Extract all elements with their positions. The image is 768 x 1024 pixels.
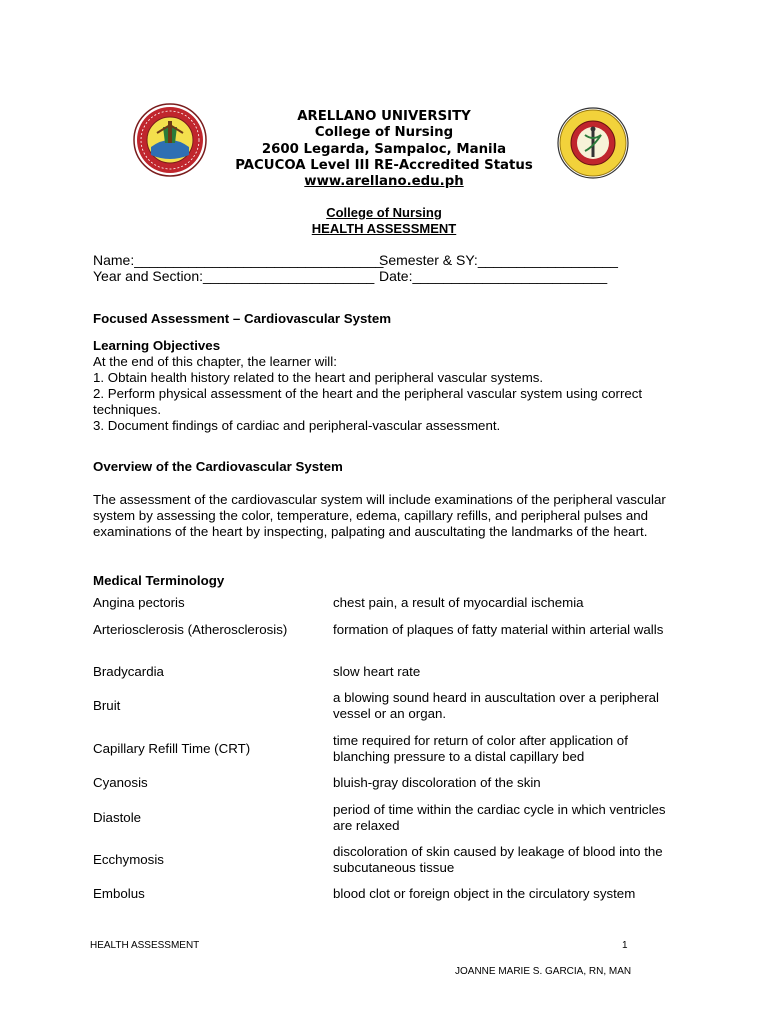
semester-field[interactable]: Semester & SY:__________________ bbox=[379, 252, 618, 268]
definition: chest pain, a result of myocardial ischemia bbox=[333, 595, 584, 610]
term: Capillary Refill Time (CRT) bbox=[93, 741, 251, 756]
definition: a blowing sound heard in auscultation over a peripheral vessel or an organ. bbox=[333, 690, 659, 721]
table-row bbox=[93, 595, 683, 611]
website-link[interactable]: www.arellano.edu.ph bbox=[304, 174, 464, 190]
date-field[interactable]: Date:_________________________ bbox=[379, 268, 608, 284]
year-section-field[interactable]: Year and Section:______________________ bbox=[93, 268, 375, 284]
term: Embolus bbox=[93, 886, 145, 901]
name-field[interactable]: Name:________________________________ bbox=[93, 252, 384, 268]
accreditation-status: PACUCOA Level III RE-Accredited Status bbox=[235, 157, 533, 173]
objective-item: 3. Document findings of cardiac and peripheral-vascular assessment. bbox=[93, 418, 501, 433]
learning-objectives bbox=[93, 338, 683, 434]
course-subject: HEALTH ASSESSMENT bbox=[311, 221, 457, 236]
term: Arteriosclerosis (Atherosclerosis) bbox=[93, 622, 288, 637]
objective-item: 1. Obtain health history related to the heart and peripheral vascular systems. bbox=[93, 370, 544, 385]
term: Ecchymosis bbox=[93, 852, 164, 867]
overview-heading: Overview of the Cardiovascular System bbox=[93, 459, 343, 474]
definition: slow heart rate bbox=[333, 664, 421, 679]
table-row bbox=[93, 664, 683, 680]
objectives-heading: Learning Objectives bbox=[93, 338, 221, 353]
table-row bbox=[93, 844, 683, 876]
term: Bradycardia bbox=[93, 664, 164, 679]
table-row bbox=[93, 690, 683, 722]
course-college: College of Nursing bbox=[326, 205, 442, 220]
definition: blood clot or foreign object in the circulatory system bbox=[333, 886, 636, 901]
footer-title: HEALTH ASSESSMENT bbox=[90, 940, 200, 951]
definition: formation of plaques of fatty material within arterial walls bbox=[333, 622, 664, 637]
term: Angina pectoris bbox=[93, 595, 185, 610]
table-row bbox=[93, 802, 683, 834]
objectives-intro: At the end of this chapter, the learner will: bbox=[93, 354, 337, 369]
college-of-nursing-seal bbox=[557, 107, 629, 179]
terminology-heading: Medical Terminology bbox=[93, 573, 225, 588]
definition: bluish-gray discoloration of the skin bbox=[333, 775, 541, 790]
definition: period of time within the cardiac cycle in which ventricles are relaxed bbox=[333, 802, 666, 833]
college-name: College of Nursing bbox=[314, 125, 454, 141]
term: Bruit bbox=[93, 698, 121, 713]
definition: time required for return of color after application of blanching pressure to a distal capillary bed bbox=[333, 733, 628, 764]
page-number: 1 bbox=[622, 940, 628, 951]
table-row bbox=[93, 733, 683, 765]
course-heading bbox=[0, 205, 768, 237]
term: Diastole bbox=[93, 810, 142, 825]
table-row bbox=[93, 886, 683, 902]
student-info-fields bbox=[93, 252, 618, 284]
objective-item: 2. Perform physical assessment of the heart and the peripheral vascular system using correct techniques. bbox=[93, 386, 643, 417]
letterhead bbox=[0, 109, 768, 190]
table-row bbox=[93, 775, 683, 791]
table-row bbox=[93, 622, 683, 638]
university-name: ARELLANO UNIVERSITY bbox=[297, 109, 471, 124]
term: Cyanosis bbox=[93, 775, 148, 790]
footer-author: JOANNE MARIE S. GARCIA, RN, MAN bbox=[455, 966, 632, 977]
overview-paragraph: The assessment of the cardiovascular system will include examinations of the peripheral vascular system by assessing the color, temperature, edema, capillary refills, and peripheral pulses and examinations of the heart by inspecting, palpating and auscultating the landmarks of the heart. bbox=[93, 492, 666, 539]
university-address: 2600 Legarda, Sampaloc, Manila bbox=[261, 141, 507, 157]
section-title: Focused Assessment – Cardiovascular System bbox=[93, 311, 392, 326]
definition: discoloration of skin caused by leakage of blood into the subcutaneous tissue bbox=[333, 844, 663, 875]
